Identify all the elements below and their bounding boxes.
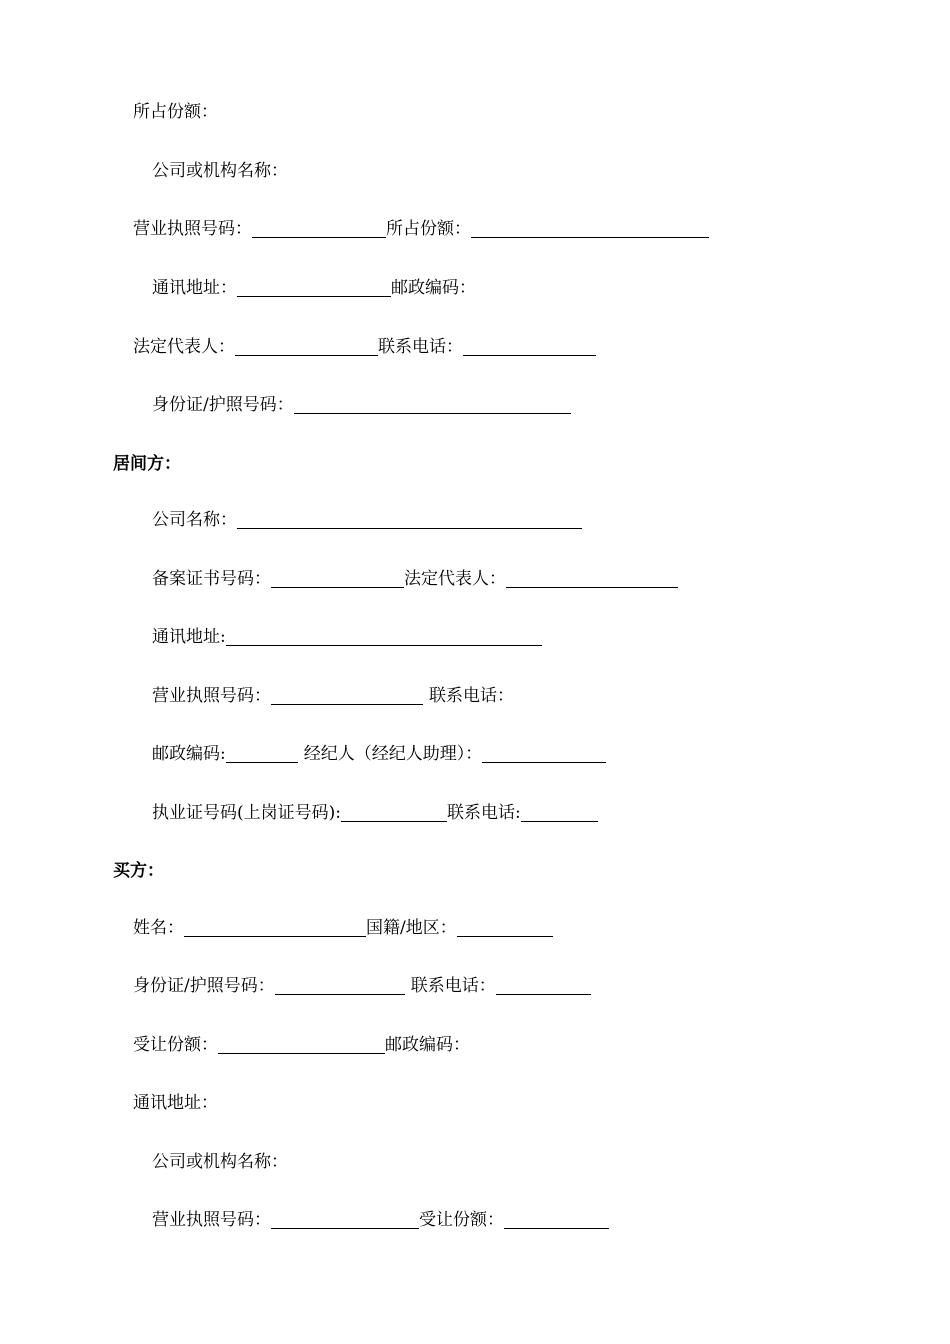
buyer-name-line <box>0 915 950 941</box>
seller-postal-label: 邮政编码： <box>391 278 476 298</box>
agent-phone2-blank[interactable] <box>521 801 598 822</box>
buyer-phone-label: 联系电话： <box>410 976 496 996</box>
agent-postal-label: 邮政编码: <box>152 744 226 764</box>
seller-phone-label: 联系电话： <box>378 337 463 357</box>
seller-share-line <box>0 99 950 125</box>
seller-address-blank[interactable] <box>237 276 391 297</box>
agent-record-label: 备案证书号码： <box>152 569 271 589</box>
agent-legal-blank[interactable] <box>506 567 678 588</box>
agent-license-label: 营业执照号码： <box>152 686 271 706</box>
buyer-nationality-label: 国籍/地区： <box>366 918 457 938</box>
agent-address-line <box>0 624 950 650</box>
seller-phone-blank[interactable] <box>463 335 596 356</box>
agent-cert-label: 执业证号码(上岗证号码): <box>152 803 341 823</box>
seller-address-label: 通讯地址： <box>152 278 237 298</box>
agent-phone-label: 联系电话： <box>429 686 514 706</box>
buyer-phone-blank[interactable] <box>496 974 591 995</box>
buyer-address-label: 通讯地址： <box>133 1093 218 1113</box>
agent-license-line <box>0 683 950 709</box>
agent-legal-label: 法定代表人： <box>404 569 506 589</box>
agent-broker-blank[interactable] <box>482 742 606 763</box>
buyer-license-line <box>0 1207 950 1233</box>
buyer-name-blank[interactable] <box>184 916 366 937</box>
seller-share2-label: 所占份额： <box>386 219 471 239</box>
buyer-postal-label: 邮政编码： <box>385 1035 470 1055</box>
agent-address-label: 通讯地址: <box>152 627 226 647</box>
seller-legal-blank[interactable] <box>235 335 378 356</box>
agent-address-blank[interactable] <box>226 625 542 646</box>
buyer-company-line <box>0 1149 950 1175</box>
buyer-license-blank[interactable] <box>271 1208 419 1229</box>
buyer-id-line <box>0 973 950 999</box>
buyer-license-label: 营业执照号码： <box>152 1210 271 1230</box>
seller-share2-blank[interactable] <box>471 217 709 238</box>
buyer-heading-line <box>0 858 950 884</box>
agent-postal-blank[interactable] <box>226 742 298 763</box>
buyer-id-blank[interactable] <box>275 974 405 995</box>
seller-company-label: 公司或机构名称： <box>152 161 288 181</box>
buyer-id-label: 身份证/护照号码： <box>133 976 275 996</box>
buyer-address-line <box>0 1090 950 1116</box>
buyer-share-line <box>0 1032 950 1058</box>
agent-phone2-label: 联系电话: <box>447 803 521 823</box>
agent-record-line <box>0 566 950 592</box>
agent-postal-line <box>0 741 950 767</box>
seller-id-line <box>0 392 950 418</box>
agent-company-blank[interactable] <box>237 508 582 529</box>
seller-id-label: 身份证/护照号码： <box>152 395 294 415</box>
buyer-name-label: 姓名： <box>133 918 184 938</box>
agent-company-line <box>0 507 950 533</box>
seller-share-label: 所占份额： <box>133 102 218 122</box>
agent-record-blank[interactable] <box>271 567 404 588</box>
buyer-share2-blank[interactable] <box>504 1208 609 1229</box>
agent-heading-line <box>0 451 950 477</box>
buyer-share2-label: 受让份额： <box>419 1210 504 1230</box>
buyer-nationality-blank[interactable] <box>457 916 553 937</box>
agent-license-blank[interactable] <box>271 684 423 705</box>
seller-id-blank[interactable] <box>294 393 571 414</box>
seller-license-line <box>0 216 950 242</box>
seller-legal-label: 法定代表人： <box>133 337 235 357</box>
seller-license-label: 营业执照号码： <box>133 219 252 239</box>
agent-company-label: 公司名称： <box>152 510 237 530</box>
buyer-share-label: 受让份额： <box>133 1035 218 1055</box>
buyer-company-label: 公司或机构名称： <box>152 1152 288 1172</box>
seller-license-blank[interactable] <box>252 217 386 238</box>
agent-broker-label: 经纪人（经纪人助理）： <box>303 744 483 764</box>
buyer-heading: 买方： <box>113 861 164 881</box>
agent-cert-line <box>0 800 950 826</box>
agent-heading: 居间方： <box>113 454 181 474</box>
seller-address-line <box>0 275 950 301</box>
agent-cert-blank[interactable] <box>341 801 447 822</box>
buyer-share-blank[interactable] <box>218 1033 385 1054</box>
seller-legal-line <box>0 334 950 360</box>
seller-company-line <box>0 158 950 184</box>
